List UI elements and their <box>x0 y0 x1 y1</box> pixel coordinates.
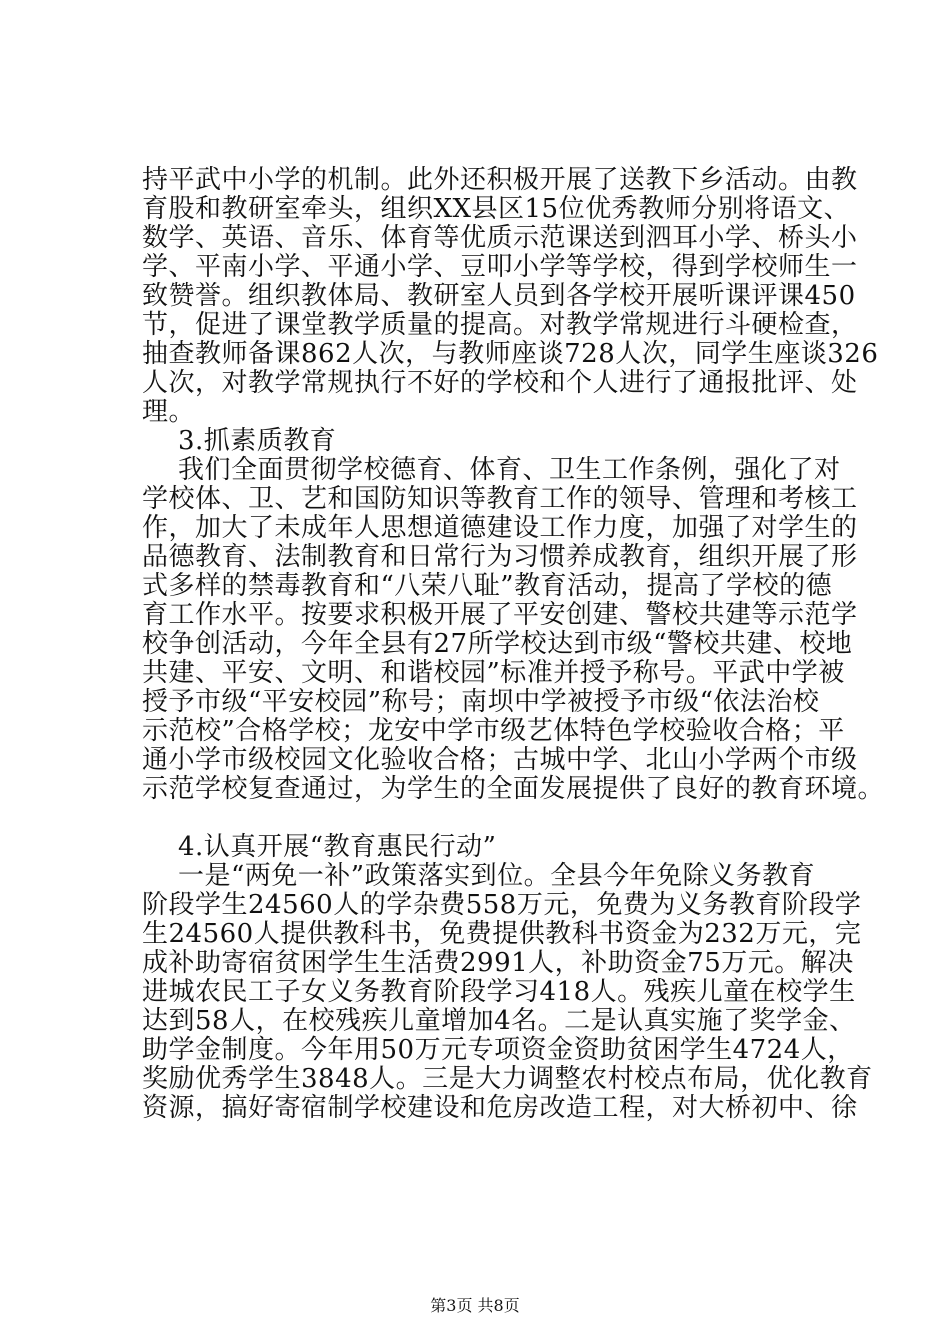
text-line: 数学、英语、音乐、体育等优质示范课送到泗耳小学、桥头小 <box>142 223 858 253</box>
section-heading: 4.认真开展“教育惠民行动” <box>178 832 497 862</box>
text-line: 人次，对教学常规执行不好的学校和个人进行了通报批评、处 <box>142 368 858 398</box>
paragraph-gap <box>142 804 842 833</box>
text-line: 示范校”合格学校；龙安中学市级艺体特色学校验收合格；平 <box>142 716 845 746</box>
text-line: 我们全面贯彻学校德育、体育、卫生工作条例，强化了对 <box>178 455 841 485</box>
text-line: 育工作水平。按要求积极开展了平安创建、警校共建等示范学 <box>142 600 858 630</box>
text-line: 学校体、卫、艺和国防知识等教育工作的领导、管理和考核工 <box>142 484 858 514</box>
text-line: 作，加大了未成年人思想道德建设工作力度，加强了对学生的 <box>142 513 858 543</box>
text-line: 品德教育、法制教育和日常行为习惯养成教育，组织开展了形 <box>142 542 858 572</box>
text-line: 成补助寄宿贫困学生生活费2991人，补助资金75万元。解决 <box>142 948 854 978</box>
text-line: 生24560人提供教科书，免费提供教科书资金为232万元，完 <box>142 919 862 949</box>
text-line: 校争创活动，今年全县有27所学校达到市级“警校共建、校地 <box>142 629 853 659</box>
section-heading: 3.抓素质教育 <box>178 426 337 456</box>
text-line: 抽查教师备课862人次，与教师座谈728人次，同学生座谈326 <box>142 339 879 369</box>
document-body <box>142 165 885 1123</box>
text-line: 节，促进了课堂教学质量的提高。对教学常规进行斗硬检查， <box>142 310 858 340</box>
text-line: 示范学校复查通过，为学生的全面发展提供了良好的教育环境。 <box>142 774 885 804</box>
text-line: 式多样的禁毒教育和“八荣八耻”教育活动，提高了学校的德 <box>142 571 833 601</box>
text-line: 一是“两免一补”政策落实到位。全县今年免除义务教育 <box>178 861 816 891</box>
text-line: 授予市级“平安校园”称号；南坝中学被授予市级“依法治校 <box>142 687 820 717</box>
text-line: 理。 <box>142 397 196 427</box>
text-line: 持平武中小学的机制。此外还积极开展了送教下乡活动。由教 <box>142 165 858 195</box>
text-line: 致赞誉。组织教体局、教研室人员到各学校开展听课评课450 <box>142 281 856 311</box>
text-line: 进城农民工子女义务教育阶段学习418人。残疾儿童在校学生 <box>142 977 856 1007</box>
text-line: 奖励优秀学生3848人。三是大力调整农村校点布局，优化教育 <box>142 1064 873 1094</box>
page-number-footer: 第3页 共8页 <box>430 1296 520 1315</box>
text-line: 学、平南小学、平通小学、豆叩小学等学校，得到学校师生一 <box>142 252 858 282</box>
text-line: 资源，搞好寄宿制学校建设和危房改造工程，对大桥初中、徐 <box>142 1093 858 1123</box>
text-line: 助学金制度。今年用50万元专项资金资助贫困学生4724人， <box>142 1035 854 1065</box>
text-line: 共建、平安、文明、和谐校园”标准并授予称号。平武中学被 <box>142 658 845 688</box>
text-line: 阶段学生24560人的学杂费558万元，免费为义务教育阶段学 <box>142 890 862 920</box>
text-line: 育股和教研室牵头，组织XX县区15位优秀教师分别将语文、 <box>142 194 851 224</box>
text-line: 通小学市级校园文化验收合格；古城中学、北山小学两个市级 <box>142 745 858 775</box>
text-line: 达到58人，在校残疾儿童增加4名。二是认真实施了奖学金、 <box>142 1006 856 1036</box>
